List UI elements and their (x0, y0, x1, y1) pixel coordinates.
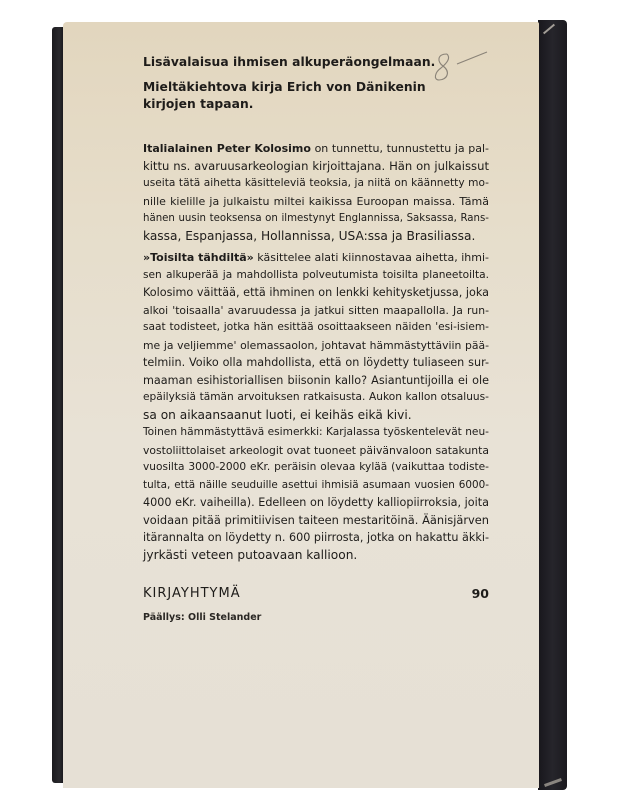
paragraph-line: nille kielille ja julkaistu miltei kaikissa Euroopan maissa. Tämä (143, 194, 489, 208)
paragraph-line: saat todisteet, jotka hän esittää osoittaakseen näiden 'esi-isiem- (143, 321, 489, 333)
paragraph-line: hänen uusin teoksensa on ilmestynyt Englannissa, Saksassa, Rans- (143, 213, 489, 224)
paragraph-line: sa on aikaansaanut luoti, ei keihäs eikä kivi. (143, 407, 412, 422)
paragraph-line: voidaan pitää primitiivisen taiteen mestaritöinä. Äänisjärven (143, 512, 489, 527)
book-spine-right-edge (538, 20, 567, 790)
paragraph-line: maaman esihistoriallisen biisonin kallo? Asiantuntijoilla ei ole (143, 373, 489, 387)
paragraph-line: Toinen hämmästyttävä esimerkki: Karjalassa työskentelevät neu- (143, 426, 489, 438)
paragraph-book-description (143, 249, 489, 564)
paragraph-line: alkoi 'toisaalla' avaruudessa ja jatkui sitten maapallolla. Ja run- (143, 303, 489, 317)
paragraph-line: itärannalta on löydetty n. 600 piirrosta, jotka on hakattu äkki- (143, 531, 489, 544)
headline-2-block (143, 79, 489, 113)
paragraph-line: kittu ns. avaruusarkeologian kirjoittajana. Hän on julkaissut (143, 158, 489, 173)
series-number: 90 (471, 586, 489, 601)
paragraph-line: Kolosimo väittää, että ihminen on lenkki kehitysketjussa, joka (143, 286, 489, 299)
publisher-row (143, 586, 489, 601)
paragraph-line: vostoliittolaiset arkeologit ovat tuoneet päivänvaloon satakunta (143, 443, 489, 457)
paragraph-line: tulta, että näille seuduille asettui ihmisiä asumaan vuosien 6000- (143, 478, 489, 491)
paragraph-line: vuosilta 3000-2000 eKr. peräisin olevaa kylää (vaikuttaa todiste- (143, 461, 489, 473)
paragraph-line: 4000 eKr. vaiheilla). Edelleen on löydetty kalliopiirroksia, joita (143, 496, 489, 509)
paragraph-line: me ja veljiemme' olemassaolon, johtavat hämmästyttäviin pää- (143, 338, 489, 352)
paragraph-line: useita tätä aihetta käsitteleviä teoksia, ja niitä on käännetty mo- (143, 177, 489, 189)
paragraph-line: Italialainen Peter Kolosimo on tunnettu, tunnustettu ja pal- (143, 142, 489, 155)
paragraph-line: epäilyksiä tämän arvoituksen ratkaisusta. Aukon kallon otsaluus- (143, 391, 489, 403)
headline-2-line: Mieltäkiehtova kirja Erich von Dänikenin (143, 80, 426, 94)
paragraph-line: »Toisilta tähdiltä» käsittelee alati kiinnostavaa aihetta, ihmi- (143, 251, 489, 264)
paragraph-line: kassa, Espanjassa, Hollannissa, USA:ssa ja Brasiliassa. (143, 228, 476, 243)
spine-wear-mark (544, 778, 562, 787)
cover-designer-credit: Päällys: Olli Stelander (143, 612, 262, 623)
headline-2-line: kirjojen tapaan. (143, 97, 254, 111)
paragraph-line: telmiin. Voiko olla mahdollista, että on löydetty tuliaseen sur- (143, 356, 489, 369)
paragraph-author-intro (143, 140, 489, 245)
author-name: Italialainen Peter Kolosimo (143, 142, 311, 155)
headline-block (143, 54, 489, 71)
headline-1: Lisävalaisua ihmisen alkuperäongelmaan. (143, 55, 436, 69)
paragraph-line: jyrkästi veteen putoavaan kallioon. (143, 547, 358, 562)
spine-wear-mark (543, 24, 555, 35)
paragraph-line: sen alkuperää ja mahdollista polveutumista toisilta planeetoilta. (143, 268, 489, 281)
book-title: »Toisilta tähdiltä» (143, 251, 254, 264)
publisher-name: KIRJAYHTYMÄ (143, 586, 241, 601)
